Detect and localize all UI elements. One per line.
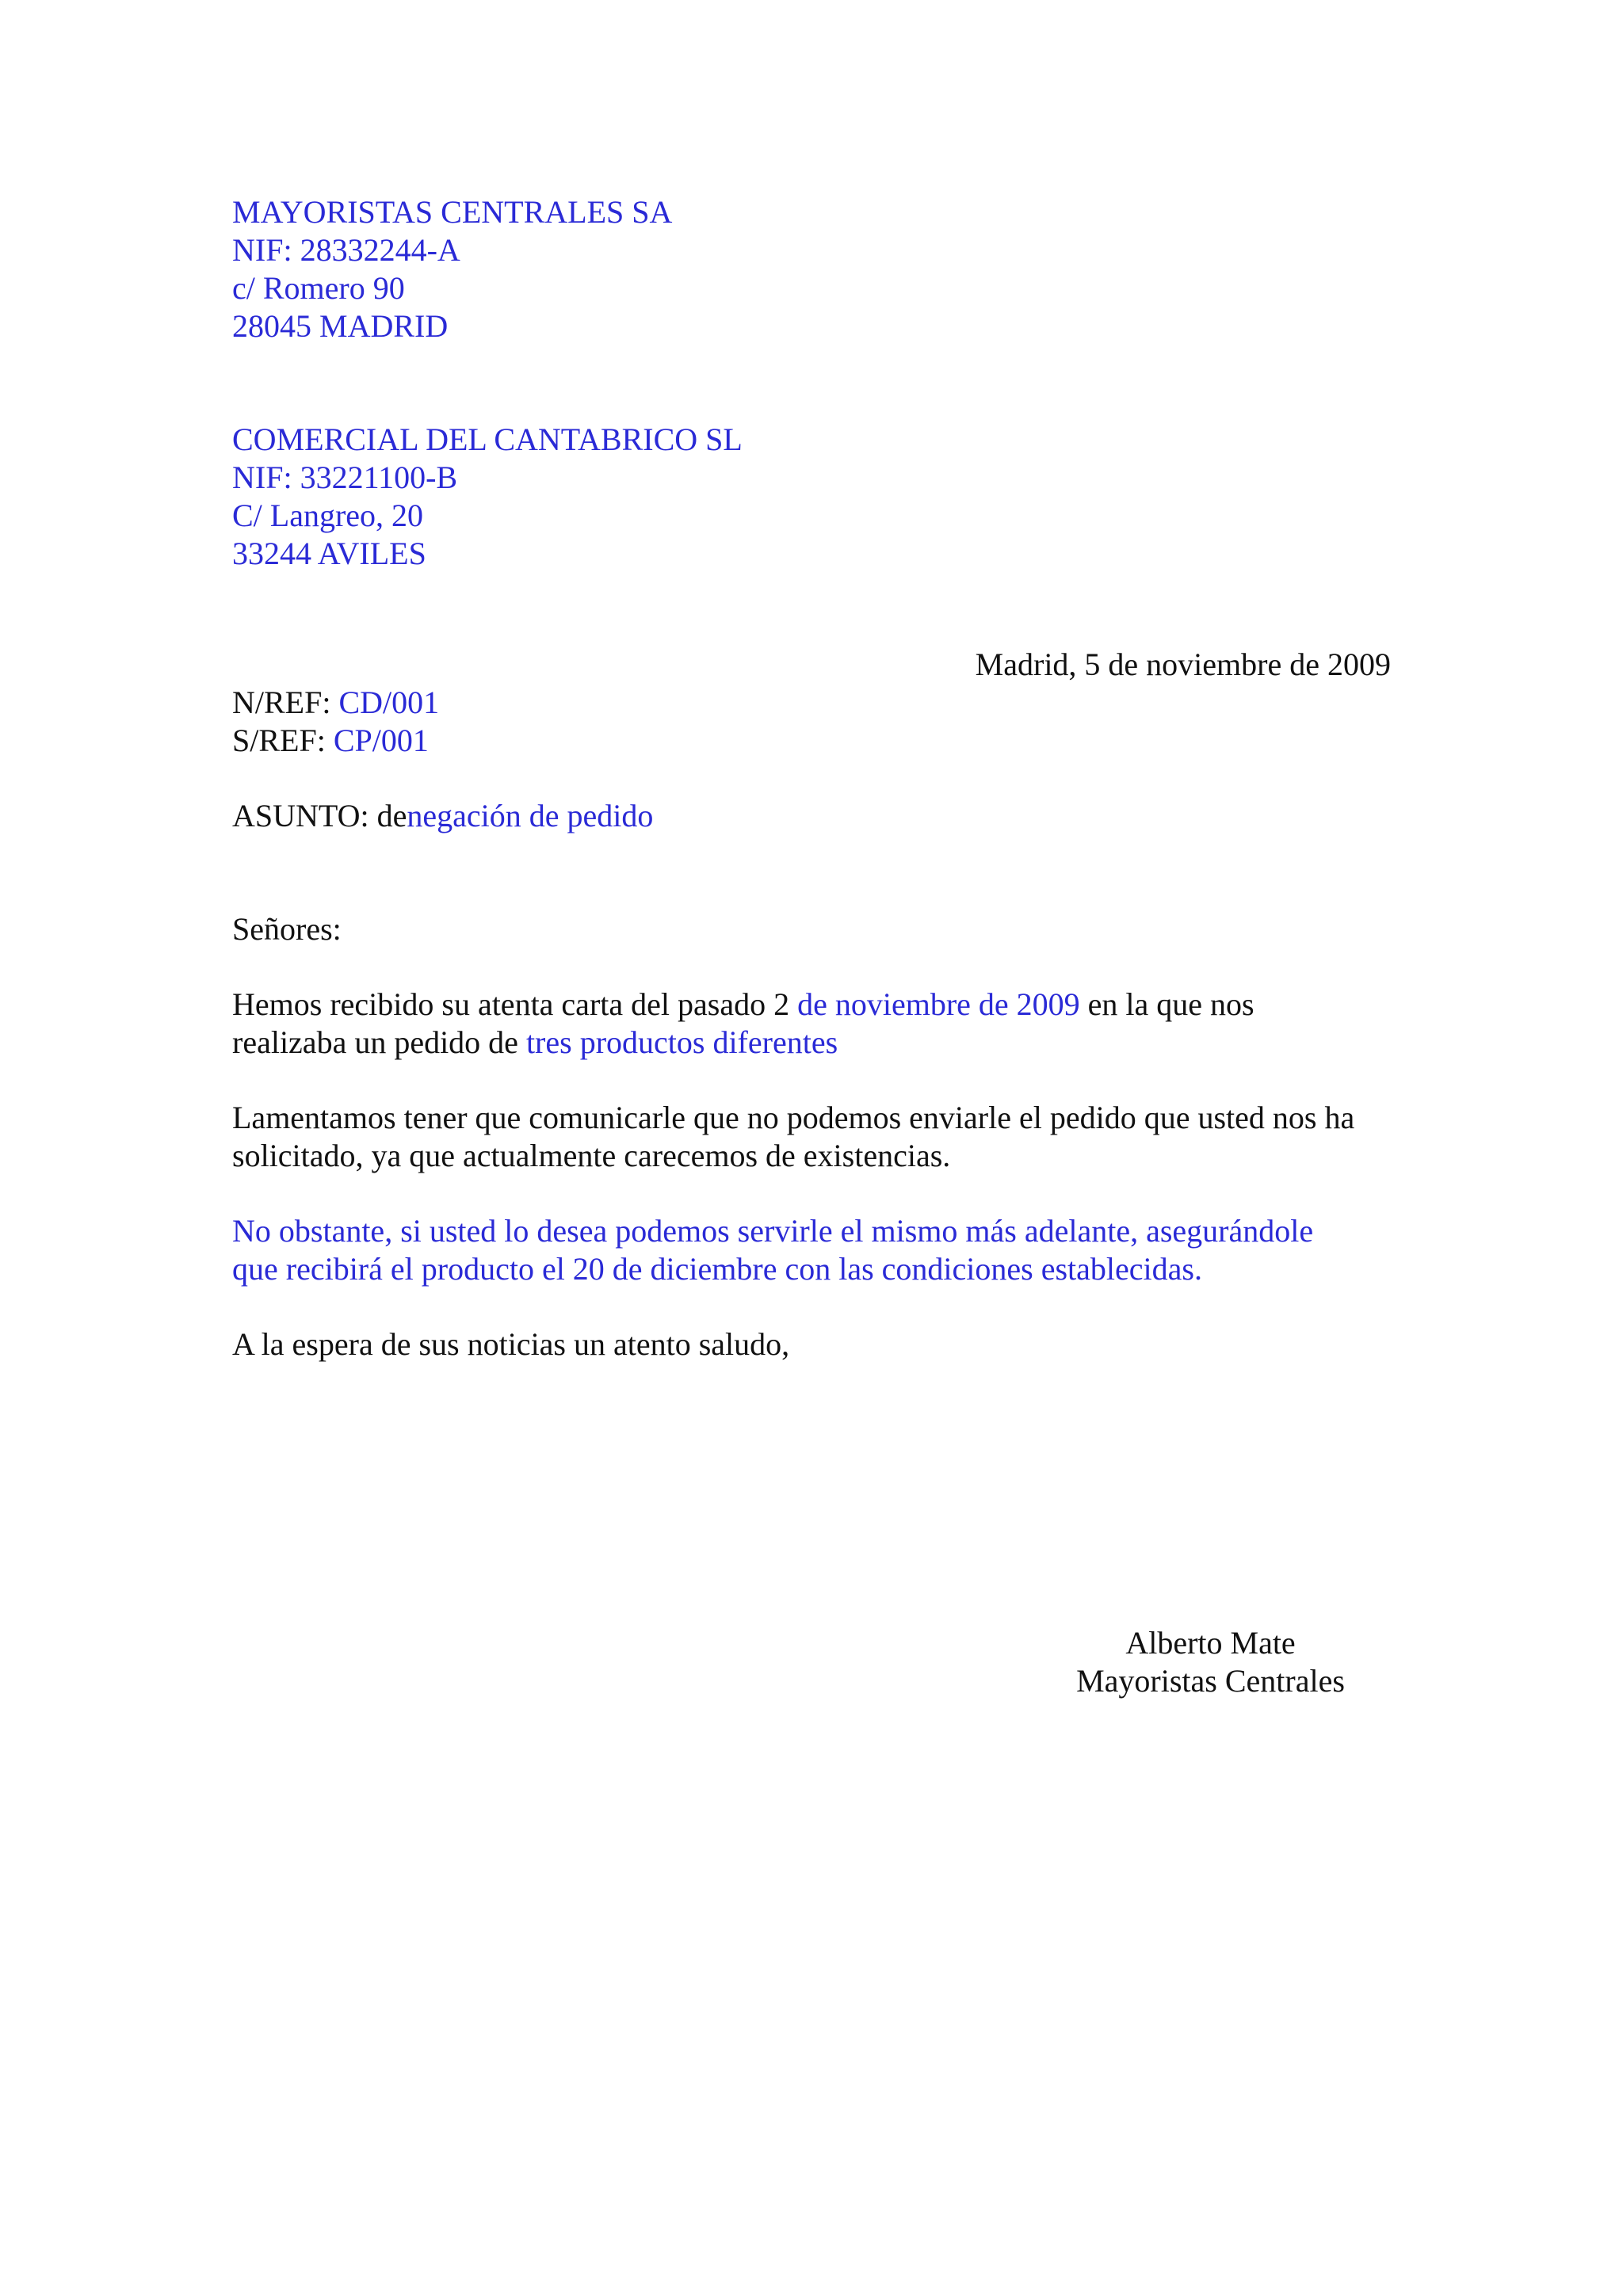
your-reference xyxy=(232,722,439,760)
signature-block xyxy=(1030,1624,1391,1700)
recipient-address xyxy=(232,421,743,573)
subject-value: negación de pedido xyxy=(407,798,654,833)
paragraph1-text-c: realizaba un pedido de xyxy=(232,1024,526,1060)
salutation: Señores: xyxy=(232,911,342,947)
signature-name: Alberto Mate xyxy=(1125,1625,1296,1661)
recipient-city: 33244 AVILES xyxy=(232,536,426,571)
paragraph3-line1: No obstante, si usted lo desea podemos servirle el mismo más adelante, asegurándole xyxy=(232,1213,1314,1249)
your-reference-label: S/REF: xyxy=(232,723,334,758)
sender-street: c/ Romero 90 xyxy=(232,270,405,306)
paragraph1-products: tres productos diferentes xyxy=(525,1024,838,1060)
date-line: Madrid, 5 de noviembre de 2009 xyxy=(975,646,1391,682)
subject-line xyxy=(232,797,653,835)
sender-address xyxy=(232,193,672,345)
signature-company: Mayoristas Centrales xyxy=(1076,1663,1345,1699)
recipient-nif: NIF: 33221100-B xyxy=(232,460,458,495)
paragraph1-date: de noviembre de 2009 xyxy=(797,986,1080,1022)
sender-nif: NIF: 28332244-A xyxy=(232,232,460,268)
paragraph2-line1: Lamentamos tener que comunicarle que no podemos enviarle el pedido que usted nos ha xyxy=(232,1100,1355,1135)
our-reference-label: N/REF: xyxy=(232,685,339,720)
paragraph-alternative xyxy=(232,1212,1313,1288)
paragraph-regret xyxy=(232,1099,1354,1175)
our-reference-value: CD/001 xyxy=(338,685,440,720)
paragraph1-text-a: Hemos recibido su atenta carta del pasado 2 xyxy=(232,986,798,1022)
our-reference xyxy=(232,684,439,722)
sender-name: MAYORISTAS CENTRALES SA xyxy=(232,194,673,230)
recipient-name: COMERCIAL DEL CANTABRICO SL xyxy=(232,421,743,457)
subject-label: ASUNTO: de xyxy=(232,798,407,833)
sender-city: 28045 MADRID xyxy=(232,308,449,344)
closing-line: A la espera de sus noticias un atento saludo, xyxy=(232,1326,790,1362)
your-reference-value: CP/001 xyxy=(333,723,429,758)
recipient-street: C/ Langreo, 20 xyxy=(232,498,424,533)
paragraph2-line2: solicitado, ya que actualmente carecemos de existencias. xyxy=(232,1138,951,1173)
paragraph1-text-b: en la que nos xyxy=(1079,986,1254,1022)
references xyxy=(232,684,439,760)
paragraph-received xyxy=(232,986,1254,1062)
paragraph3-line2: que recibirá el producto el 20 de diciembre con las condiciones establecidas. xyxy=(232,1251,1202,1287)
